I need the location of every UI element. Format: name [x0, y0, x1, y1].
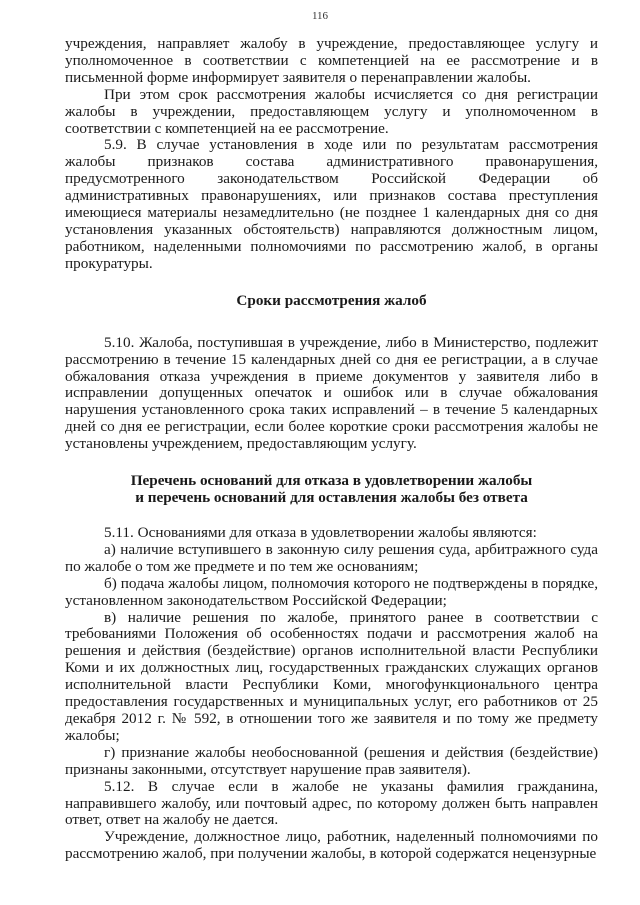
paragraph-5-11: 5.11. Основаниями для отказа в удовлетворении жалобы являются:	[104, 524, 537, 542]
list-item-g: г) признание жалобы необоснованной (решения и действия (бездействие) признаны законными, отсутствует нарушение прав заявителя).	[65, 743, 598, 778]
list-item-b: б) подача жалобы лицом, полномочия которого не подтверждены в порядке, установленном законодательством Российской Федерации;	[65, 574, 598, 609]
page-number: 116	[311, 10, 329, 22]
heading-review-deadlines: Сроки рассмотрения жалоб	[236, 291, 427, 309]
list-item-a: а) наличие вступившего в законную силу решения суда, арбитражного суда по жалобе о том же предмете и по тем же основаниям;	[65, 540, 598, 575]
document-body	[65, 36, 598, 863]
list-item-v: в) наличие решения по жалобе, принятого ранее в соответствии с требованиями Положения об особенностях подачи и рассмотрения жалоб на решения и действия (бездействие) органов исполнительной власти Республики Коми и их должностных лиц, государственных гражданских служащих органов исполнительной власти Республики Коми, многофункционального центра предоставления государственных и муниципальных услуг, его работников от 25 декабря 2012 г. № 592, в отношении того же заявителя и по тому же предмету жалобы;	[65, 608, 598, 744]
paragraph-review-period-start: При этом срок рассмотрения жалобы исчисляется со дня регистрации жалобы в учреждении, предоставляющем услугу и уполномоченном в соответствии с компетенцией на ее рассмотрение.	[65, 85, 598, 137]
paragraph-5-10: 5.10. Жалоба, поступившая в учреждение, либо в Министерство, подлежит рассмотрению в течение 15 календарных дней со дня ее регистрации, а в случае обжалования отказа учреждения в приеме документов у заявителя либо в исправлении допущенных опечаток и ошибок или в случае обжалования нарушения установленного срока таких исправлений – в течение 5 календарных дней со дня ее регистрации, если более короткие сроки рассмотрения жалобы не установлены учреждением, предоставляющим услугу.	[65, 333, 598, 453]
heading-refusal-grounds-line1: Перечень оснований для отказа в удовлетворении жалобы	[130, 472, 533, 490]
heading-refusal-grounds	[65, 472, 598, 506]
paragraph-5-9: 5.9. В случае установления в ходе или по результатам рассмотрения жалобы признаков состава административного правонарушения, предусмотренного законодательством Российской Федерации об административных правонарушениях, или признаков состава преступления имеющиеся материалы незамедлительно (не позднее 1 календарных дня со дня установления указанных обстоятельств) направляются должностным лицом, работником, наделенными полномочиями по рассмотрению жалоб, в органы прокуратуры.	[65, 136, 598, 272]
paragraph-obscene-content: Учреждение, должностное лицо, работник, наделенный полномочиями по рассмотрению жалоб, при получении жалобы, в которой содержатся нецензурные	[65, 828, 598, 863]
heading-refusal-grounds-line2: и перечень оснований для оставления жалобы без ответа	[135, 489, 528, 507]
paragraph-5-12: 5.12. В случае если в жалобе не указаны фамилия гражданина, направившего жалобу, или почтовый адрес, по которому должен быть направлен ответ, ответ на жалобу не дается.	[65, 777, 598, 829]
paragraph-redirect-complaint: учреждения, направляет жалобу в учреждение, предоставляющее услугу и уполномоченное в соответствии с компетенцией на ее рассмотрение и в письменной форме информирует заявителя о перенаправлении жалобы.	[65, 35, 598, 86]
